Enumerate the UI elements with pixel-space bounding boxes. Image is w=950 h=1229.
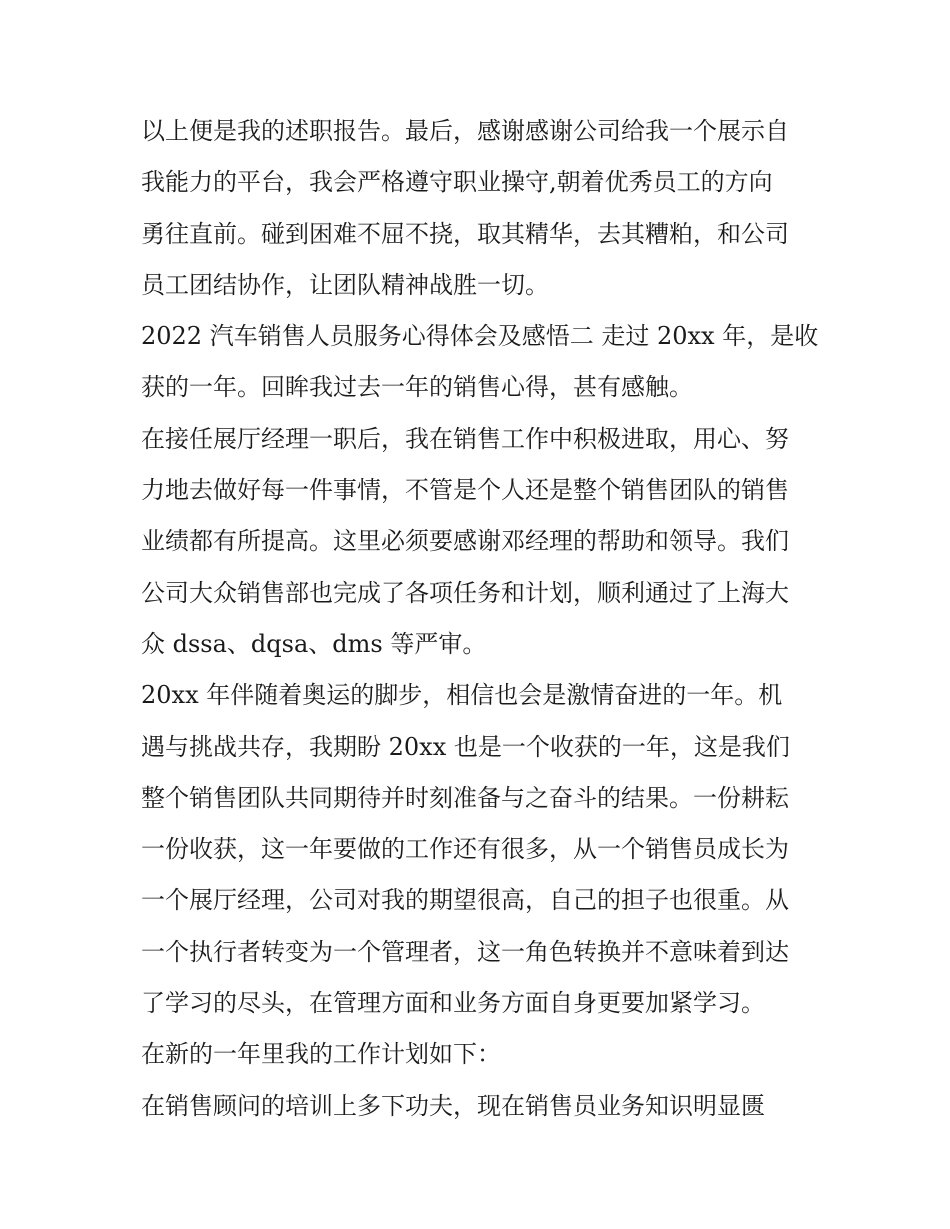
- text-line: 员工团结协作，让团队精神战胜一切。: [141, 270, 549, 299]
- body-text: [141, 106, 819, 1132]
- text-line: 一份收获，这一年要做的工作还有很多，从一个销售员成长为: [141, 835, 789, 864]
- text-line: 在新的一年里我的工作计划如下：: [141, 1040, 501, 1069]
- text-line: 遇与挑战共存，我期盼 20xx 也是一个收获的一年，这是我们: [141, 732, 790, 761]
- text-line: 一个执行者转变为一个管理者，这一角色转换并不意味着到达: [141, 937, 789, 966]
- text-line: 获的一年。回眸我过去一年的销售心得，甚有感触。: [141, 373, 693, 402]
- text-line: 众 dssa、dqsa、dms 等严审。: [141, 629, 487, 658]
- text-line: 公司大众销售部也完成了各项任务和计划，顺利通过了上海大: [141, 578, 789, 607]
- text-line: 在接任展厅经理一职后，我在销售工作中积极进取，用心、努: [141, 424, 789, 453]
- text-line: 整个销售团队共同期待并时刻准备与之奋斗的结果。一份耕耘: [141, 783, 789, 812]
- text-line: 力地去做好每一件事情，不管是个人还是整个销售团队的销售: [141, 476, 789, 505]
- text-line: 2022 汽车销售人员服务心得体会及感悟二 走过 20xx 年，是收: [141, 322, 819, 351]
- text-line: 我能力的平台，我会严格遵守职业操守,朝着优秀员工的方向: [141, 168, 773, 197]
- text-line: 勇往直前。碰到困难不屈不挠，取其精华，去其糟粕，和公司: [141, 219, 789, 248]
- text-line: 一个展厅经理，公司对我的期望很高，自己的担子也很重。从: [141, 886, 789, 915]
- text-line: 在销售顾问的培训上多下功夫，现在销售员业务知识明显匮: [141, 1091, 765, 1120]
- text-line: 业绩都有所提高。这里必须要感谢邓经理的帮助和领导。我们: [141, 527, 789, 556]
- text-line: 了学习的尽头，在管理方面和业务方面自身更要加紧学习。: [141, 989, 765, 1018]
- text-line: 20xx 年伴随着奥运的脚步，相信也会是激情奋进的一年。机: [141, 681, 783, 710]
- text-line: 以上便是我的述职报告。最后，感谢感谢公司给我一个展示自: [141, 117, 789, 145]
